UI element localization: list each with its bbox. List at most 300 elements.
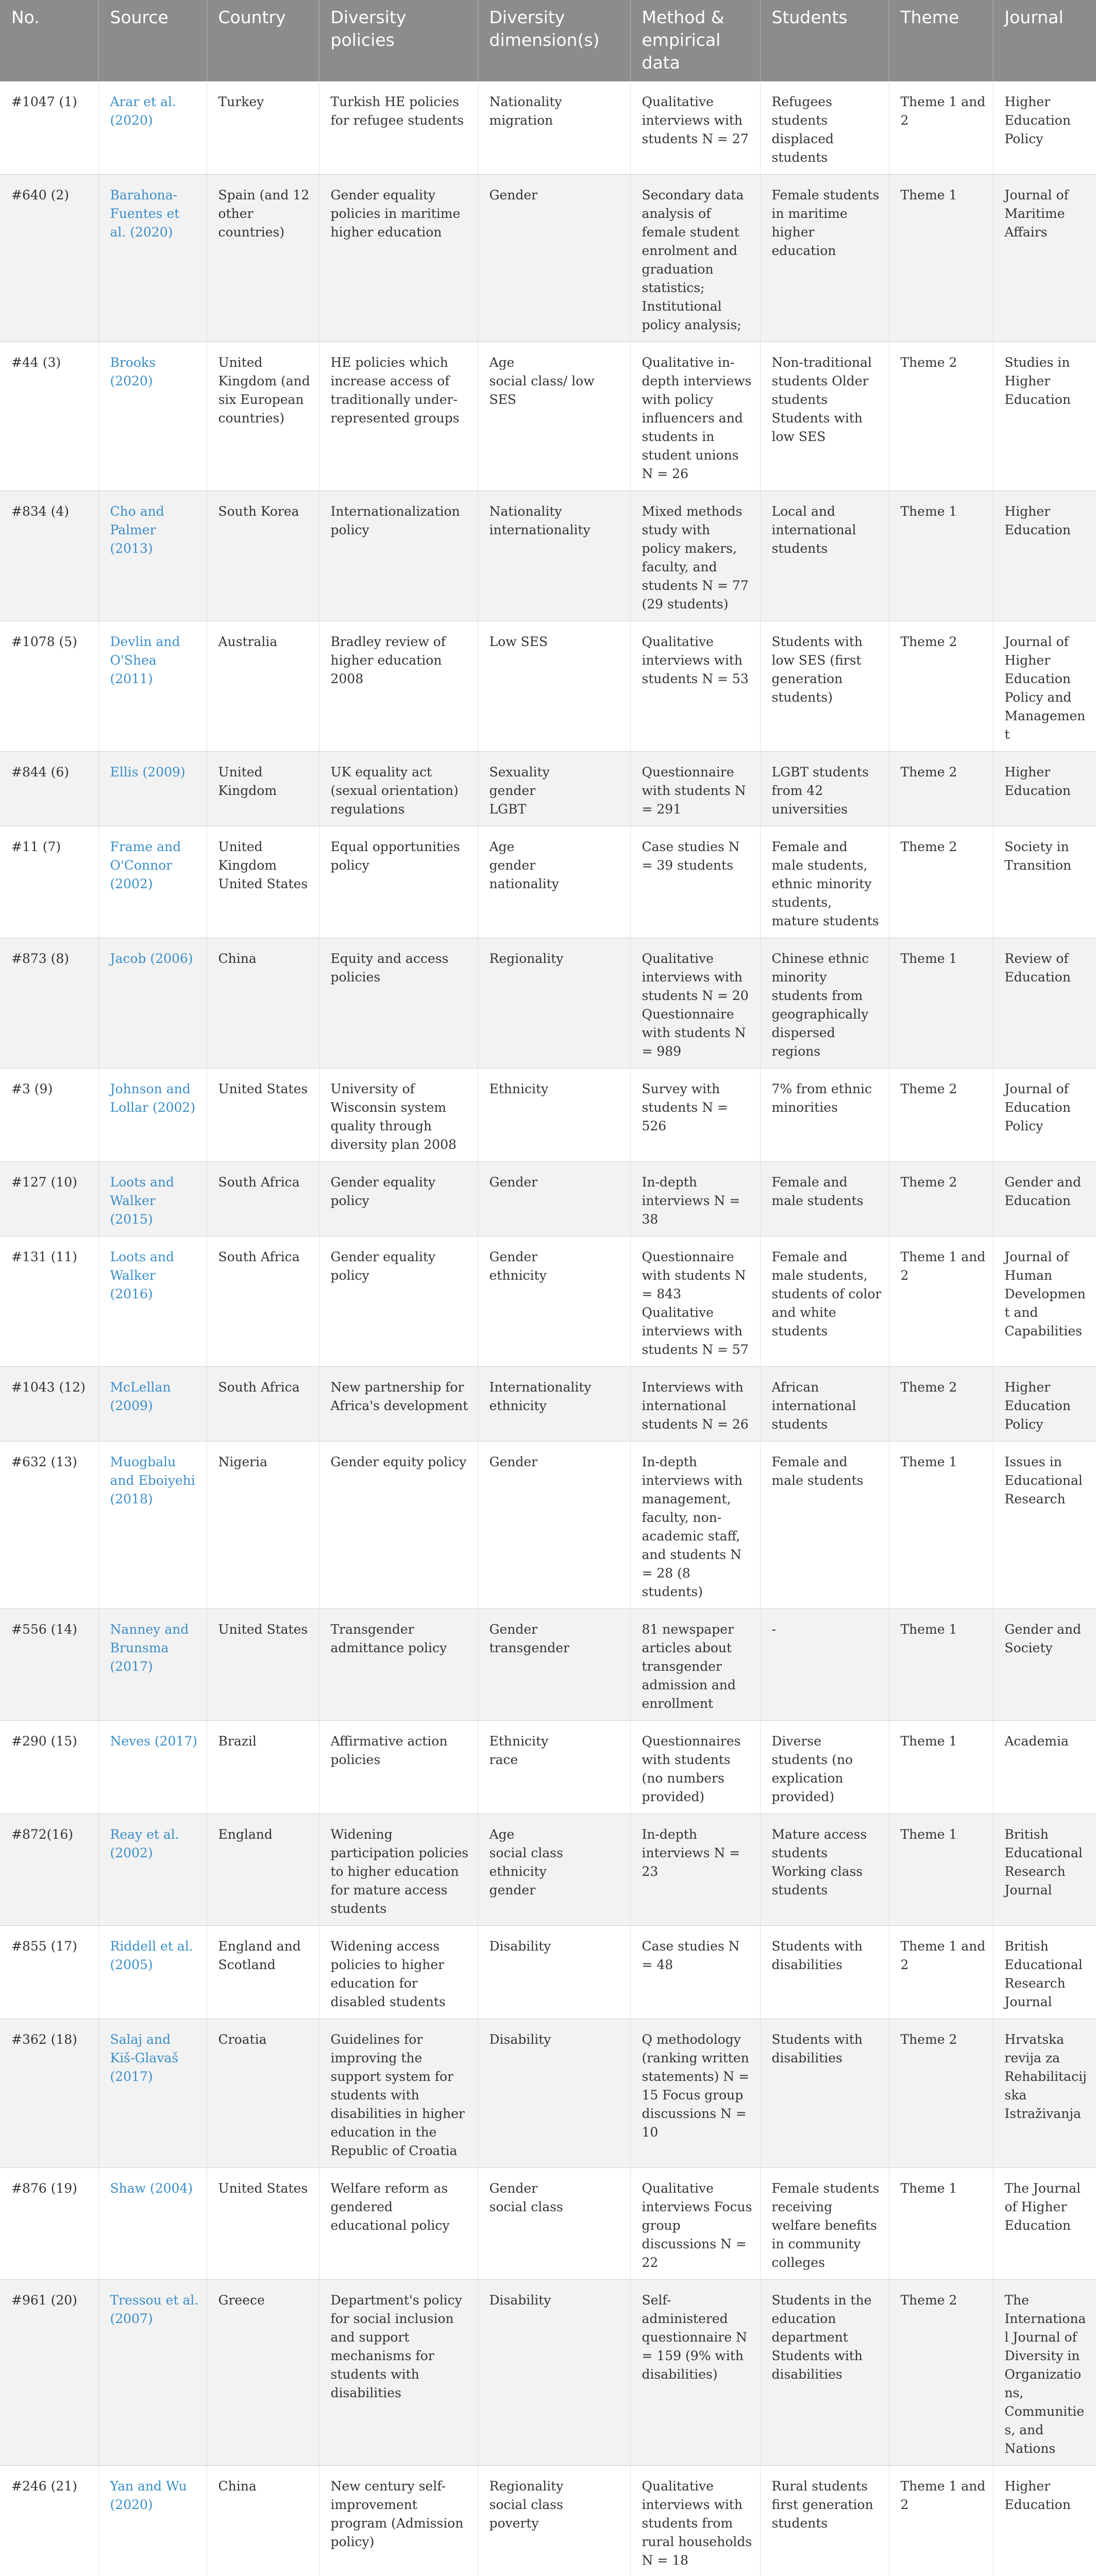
table-row [0,1069,1096,1162]
source-link-text[interactable]: Loots and Walker (2016) [110,1249,175,1301]
journal-text: The Journal of Higher Education [1004,2181,1081,2233]
country [207,2280,319,2466]
table-row [0,621,1096,752]
theme [889,81,993,175]
journal [993,2168,1096,2280]
diversity-policy [319,491,478,621]
diversity-policy [319,938,478,1069]
journal [993,1609,1096,1721]
header-row [0,0,1096,81]
diversity-dimension-text: Gender [489,1454,538,1469]
table-body [0,81,1096,2576]
country [207,342,319,491]
students-text: Female students receiving welfare benefits in community colleges [771,2181,880,2270]
method [630,1609,760,1721]
country [207,938,319,1069]
source-link-text[interactable]: Riddell et al. (2005) [110,1939,193,1972]
theme-text: Theme 1 [900,2181,957,2196]
source-link-text[interactable]: Cho and Palmer (2013) [110,504,164,556]
source-link-text[interactable]: Ellis (2009) [110,765,186,779]
diversity-dimension [478,2280,630,2466]
country-text: Spain (and 12 other countries) [218,188,310,240]
diversity-policy-text: Affirmative action policies [330,1734,448,1767]
row-number-text: #876 (19) [11,2181,77,2196]
row-number [0,2466,98,2576]
theme [889,2280,993,2466]
journal-text: The International Journal of Diversity in Organizations, Communities, and Nations [1004,2293,1086,2456]
theme [889,1609,993,1721]
diversity-policy [319,175,478,342]
row-number [0,1069,98,1162]
theme [889,1069,993,1162]
method [630,621,760,752]
country [207,1926,319,2019]
source-link-text[interactable]: Jacob (2006) [110,951,193,966]
country [207,621,319,752]
country-text: China [218,951,257,966]
theme [889,621,993,752]
method [630,826,760,938]
table-row [0,342,1096,491]
students-text: Chinese ethnic minority students from geographically dispersed regions [771,951,869,1059]
journal-text: Higher Education Policy [1004,94,1071,146]
journal [993,1814,1096,1926]
diversity-dimension-text: Gender [489,1175,538,1190]
source-link-text[interactable]: Salaj and Kiš-Glavaš (2017) [110,2032,179,2084]
source-link[interactable] [98,826,207,938]
source-link[interactable] [98,491,207,621]
diversity-dimension-text: Disability [489,1939,551,1954]
students [760,1926,889,2019]
row-number [0,938,98,1069]
diversity-policy [319,1367,478,1442]
source-link-text[interactable]: Johnson and Lollar (2002) [110,1081,196,1115]
students-text: Students with low SES (first generation students) [771,634,863,705]
method [630,2019,760,2168]
journal-text: Higher Education [1004,2479,1071,2512]
theme [889,826,993,938]
journal [993,1236,1096,1367]
table-row [0,1814,1096,1926]
journal [993,826,1096,938]
journal [993,1069,1096,1162]
row-number-text: #246 (21) [11,2479,77,2494]
method [630,1367,760,1442]
students [760,752,889,826]
diversity-dimension [478,1721,630,1814]
diversity-policy [319,621,478,752]
diversity-dimension-text: Internationality ethnicity [489,1380,592,1413]
method [630,752,760,826]
source-link[interactable] [98,2466,207,2576]
journal [993,342,1096,491]
row-number-text: #556 (14) [11,1622,77,1637]
source-link[interactable] [98,175,207,342]
journal [993,752,1096,826]
diversity-dimension-text: Gender social class [489,2181,563,2214]
students-text: African international students [771,1380,856,1432]
method-text: In-depth interviews with management, faculty, non-academic staff, and students N = 28 (8 students) [642,1454,743,1599]
table-row [0,2280,1096,2466]
theme-text: Theme 1 [900,1827,957,1842]
students-text: LGBT students from 42 universities [771,765,869,817]
diversity-dimension-text: Gender transgender [489,1622,569,1655]
table-row [0,81,1096,175]
row-number-text: #872(16) [11,1827,73,1842]
method [630,81,760,175]
theme [889,342,993,491]
row-number-text: #855 (17) [11,1939,77,1954]
diversity-policy-text: Turkish HE policies for refugee students [330,94,464,128]
theme-text: Theme 2 [900,634,957,649]
source-link-text[interactable]: Loots and Walker (2015) [110,1175,175,1227]
theme-text: Theme 2 [900,355,957,370]
table-row [0,1442,1096,1609]
method [630,1926,760,2019]
diversity-dimension [478,175,630,342]
students-text: Female and male students [771,1454,864,1488]
students-text: - [771,1622,776,1637]
method-text: Qualitative interviews with students from rural households N = 18 [642,2479,752,2568]
source-link[interactable] [98,1926,207,2019]
row-number [0,1926,98,2019]
diversity-policy-text: Gender equality policy [330,1175,436,1208]
source-link[interactable] [98,1162,207,1236]
country-text: United States [218,1622,308,1637]
journal-text: Issues in Educational Research [1004,1454,1083,1506]
journal [993,1162,1096,1236]
diversity-dimension-text: Gender ethnicity [489,1249,547,1283]
country-text: England and Scotland [218,1939,301,1972]
journal [993,491,1096,621]
method-text: Q methodology (ranking written statements) N = 15 Focus group discussions N = 10 [642,2032,750,2140]
theme [889,1367,993,1442]
row-number-text: #290 (15) [11,1734,77,1749]
diversity-dimension-text: Disability [489,2293,551,2308]
header-theme: Theme [889,0,993,81]
country-text: Croatia [218,2032,267,2047]
method-text: Qualitative interviews Focus group discussions N = 22 [642,2181,752,2270]
students [760,81,889,175]
source-link-text[interactable]: Barahona-Fuentes et al. (2020) [110,188,180,240]
table-row [0,1926,1096,2019]
diversity-policy-text: Welfare reform as gendered educational policy [330,2181,450,2233]
journal [993,1721,1096,1814]
country [207,1814,319,1926]
source-link[interactable] [98,342,207,491]
country [207,2466,319,2576]
journal-text: Academia [1004,1734,1069,1749]
method-text: Questionnaire with students N = 291 [642,765,746,817]
diversity-policy-text: Guidelines for improving the support system for students with disabilities in higher education in the Republic of Croatia [330,2032,465,2158]
theme-text: Theme 1 [900,1454,957,1469]
source-link[interactable] [98,752,207,826]
source-link[interactable] [98,938,207,1069]
method [630,491,760,621]
students [760,621,889,752]
theme-text: Theme 2 [900,2032,957,2047]
students-text: Students in the education department Students with disabilities [771,2293,872,2382]
row-number [0,2280,98,2466]
country-text: Turkey [218,94,264,109]
diversity-policy [319,2168,478,2280]
row-number [0,2019,98,2168]
row-number-text: #961 (20) [11,2293,77,2308]
diversity-dimension-text: Nationality internationality [489,504,591,537]
students [760,938,889,1069]
row-number-text: #632 (13) [11,1454,77,1469]
row-number-text: #873 (8) [11,951,70,966]
journal-text: British Educational Research Journal [1004,1827,1083,1897]
row-number-text: #834 (4) [11,504,70,519]
source-link[interactable] [98,621,207,752]
header-journal: Journal [993,0,1096,81]
country [207,826,319,938]
source-link[interactable] [98,2168,207,2280]
source-link[interactable] [98,1367,207,1442]
country [207,81,319,175]
diversity-dimension-text: Regionality social class poverty [489,2479,564,2531]
journal-text: Society in Transition [1004,839,1072,873]
table-row [0,1162,1096,1236]
source-link-text[interactable]: Reay et al. (2002) [110,1827,179,1860]
row-number [0,1609,98,1721]
row-number-text: #362 (18) [11,2032,77,2047]
method-text: Questionnaires with students (no numbers provided) [642,1734,741,1804]
country [207,1367,319,1442]
row-number [0,2168,98,2280]
country-text: United Kingdom United States [218,839,308,891]
source-link[interactable] [98,2280,207,2466]
row-number [0,81,98,175]
source-link[interactable] [98,1721,207,1814]
method-text: Qualitative interviews with students N = 53 [642,634,749,686]
row-number-text: #44 (3) [11,355,61,370]
diversity-policy [319,826,478,938]
diversity-policy [319,1236,478,1367]
method-text: Qualitative interviews with students N = 27 [642,94,749,146]
students [760,491,889,621]
source-link-text[interactable]: Frame and O'Connor (2002) [110,839,181,891]
country-text: Nigeria [218,1454,268,1469]
source-link-text[interactable]: Devlin and O'Shea (2011) [110,634,180,686]
diversity-policy [319,1721,478,1814]
journal [993,1367,1096,1442]
method-text: Questionnaire with students N = 843 Qualitative interviews with students N = 57 [642,1249,749,1357]
theme-text: Theme 2 [900,839,957,854]
method-text: 81 newspaper articles about transgender admission and enrollment [642,1622,736,1711]
source-link-text[interactable]: Yan and Wu (2020) [110,2479,187,2512]
method [630,1814,760,1926]
journal-text: Review of Education [1004,951,1071,985]
journal-text: Gender and Society [1004,1622,1082,1655]
journal [993,2019,1096,2168]
diversity-dimension [478,1367,630,1442]
theme-text: Theme 1 [900,951,957,966]
diversity-policy [319,2280,478,2466]
table-row [0,175,1096,342]
country [207,1069,319,1162]
header-source: Source [98,0,207,81]
method [630,342,760,491]
theme [889,491,993,621]
theme-text: Theme 2 [900,765,957,779]
row-number [0,1236,98,1367]
diversity-dimension-text: Low SES [489,634,548,649]
students-text: Non-traditional students Older students Students with low SES [771,355,872,444]
diversity-policy [319,81,478,175]
diversity-dimension-text: Nationality migration [489,94,562,128]
theme-text: Theme 2 [900,1380,957,1395]
method [630,1162,760,1236]
diversity-dimension [478,2168,630,2280]
students-text: Students with disabilities [771,2032,863,2065]
source-link[interactable] [98,1442,207,1609]
table-row [0,938,1096,1069]
theme [889,1162,993,1236]
table-row [0,2019,1096,2168]
diversity-dimension [478,1926,630,2019]
students [760,175,889,342]
source-link-text[interactable]: Neves (2017) [110,1734,197,1749]
students-text: Rural students first generation students [771,2479,873,2531]
diversity-dimension [478,81,630,175]
country-text: South Africa [218,1249,300,1264]
row-number [0,175,98,342]
method-text: In-depth interviews N = 38 [642,1175,740,1227]
source-link-text[interactable]: Tressou et al. (2007) [110,2293,199,2326]
diversity-policy [319,342,478,491]
diversity-policy-text: Department's policy for social inclusion and support mechanisms for students with disabilities [330,2293,462,2400]
method [630,2466,760,2576]
country [207,1162,319,1236]
students [760,1814,889,1926]
diversity-policy [319,752,478,826]
theme [889,938,993,1069]
source-link[interactable] [98,1069,207,1162]
students-text: Female students in maritime higher education [771,188,880,258]
theme-text: Theme 1 and 2 [900,1249,986,1283]
journal [993,2280,1096,2466]
theme [889,1721,993,1814]
diversity-policy-text: Gender equality policies in maritime higher education [330,188,461,240]
diversity-dimension [478,826,630,938]
diversity-dimension-text: Age gender nationality [489,839,559,891]
country-text: South Africa [218,1380,300,1395]
diversity-dimension [478,491,630,621]
theme [889,1814,993,1926]
row-number [0,342,98,491]
method-text: Secondary data analysis of female student enrolment and graduation statistics; Institutional policy analysis; [642,188,744,332]
theme-text: Theme 1 [900,188,957,202]
journal [993,621,1096,752]
table-row [0,491,1096,621]
theme-text: Theme 2 [900,1081,957,1096]
source-link-text[interactable]: McLellan (2009) [110,1380,171,1413]
source-link[interactable] [98,81,207,175]
diversity-dimension-text: Gender [489,188,538,202]
country-text: South Korea [218,504,299,519]
table-row [0,1236,1096,1367]
journal-text: Studies in Higher Education [1004,355,1071,407]
journal-text: Journal of Higher Education Policy and Management [1004,634,1086,742]
journal [993,175,1096,342]
students-text: Female and male students, students of color and white students [771,1249,882,1338]
theme [889,752,993,826]
country [207,1236,319,1367]
diversity-dimension [478,1609,630,1721]
country-text: China [218,2479,257,2494]
diversity-dimension-text: Ethnicity race [489,1734,549,1767]
diversity-dimension-text: Disability [489,2032,551,2047]
method [630,1069,760,1162]
source-link-text[interactable]: Shaw (2004) [110,2181,193,2196]
country-text: Greece [218,2293,265,2308]
row-number-text: #1043 (12) [11,1380,86,1395]
journal [993,1926,1096,2019]
source-link-text[interactable]: Muogbalu and Eboiyehi (2018) [110,1454,195,1506]
method-text: Self-administered questionnaire N = 159 (9% with disabilities) [642,2293,747,2382]
country-text: Brazil [218,1734,257,1749]
diversity-dimension [478,2466,630,2576]
journal-text: Higher Education [1004,504,1071,537]
diversity-policy-text: Equity and access policies [330,951,449,985]
country [207,175,319,342]
diversity-dimension [478,1162,630,1236]
journal [993,1442,1096,1609]
row-number [0,752,98,826]
country-text: South Africa [218,1175,300,1190]
source-link[interactable] [98,1609,207,1721]
theme-text: Theme 2 [900,1175,957,1190]
theme [889,1926,993,2019]
country [207,2168,319,2280]
diversity-policy [319,1069,478,1162]
table-row [0,1367,1096,1442]
method-text: Qualitative interviews with students N = 20 Questionnaire with students N = 989 [642,951,749,1059]
journal-text: Higher Education [1004,765,1071,798]
students-text: Diverse students (no explication provided) [771,1734,853,1804]
source-link-text[interactable]: Arar et al. (2020) [110,94,176,128]
diversity-policy [319,2019,478,2168]
method [630,938,760,1069]
source-link-text[interactable]: Nanney and Brunsma (2017) [110,1622,189,1674]
diversity-dimension [478,938,630,1069]
source-link-text[interactable]: Brooks (2020) [110,355,156,388]
diversity-policy-text: Equal opportunities policy [330,839,460,873]
row-number [0,1367,98,1442]
row-number-text: #640 (2) [11,188,70,202]
header-students: Students [760,0,889,81]
diversity-policy-text: Transgender admittance policy [330,1622,447,1655]
source-link[interactable] [98,2019,207,2168]
source-link[interactable] [98,1236,207,1367]
row-number [0,826,98,938]
students-text: Refugees students displaced students [771,94,834,165]
row-number [0,1814,98,1926]
source-link[interactable] [98,1814,207,1926]
diversity-policy [319,1609,478,1721]
country [207,752,319,826]
theme [889,2019,993,2168]
journal [993,81,1096,175]
diversity-dimension [478,752,630,826]
diversity-policy-text: New century self-improvement program (Admission policy) [330,2479,464,2549]
journal-text: Journal of Maritime Affairs [1004,188,1069,240]
country [207,491,319,621]
students [760,342,889,491]
row-number-text: #1047 (1) [11,94,77,109]
